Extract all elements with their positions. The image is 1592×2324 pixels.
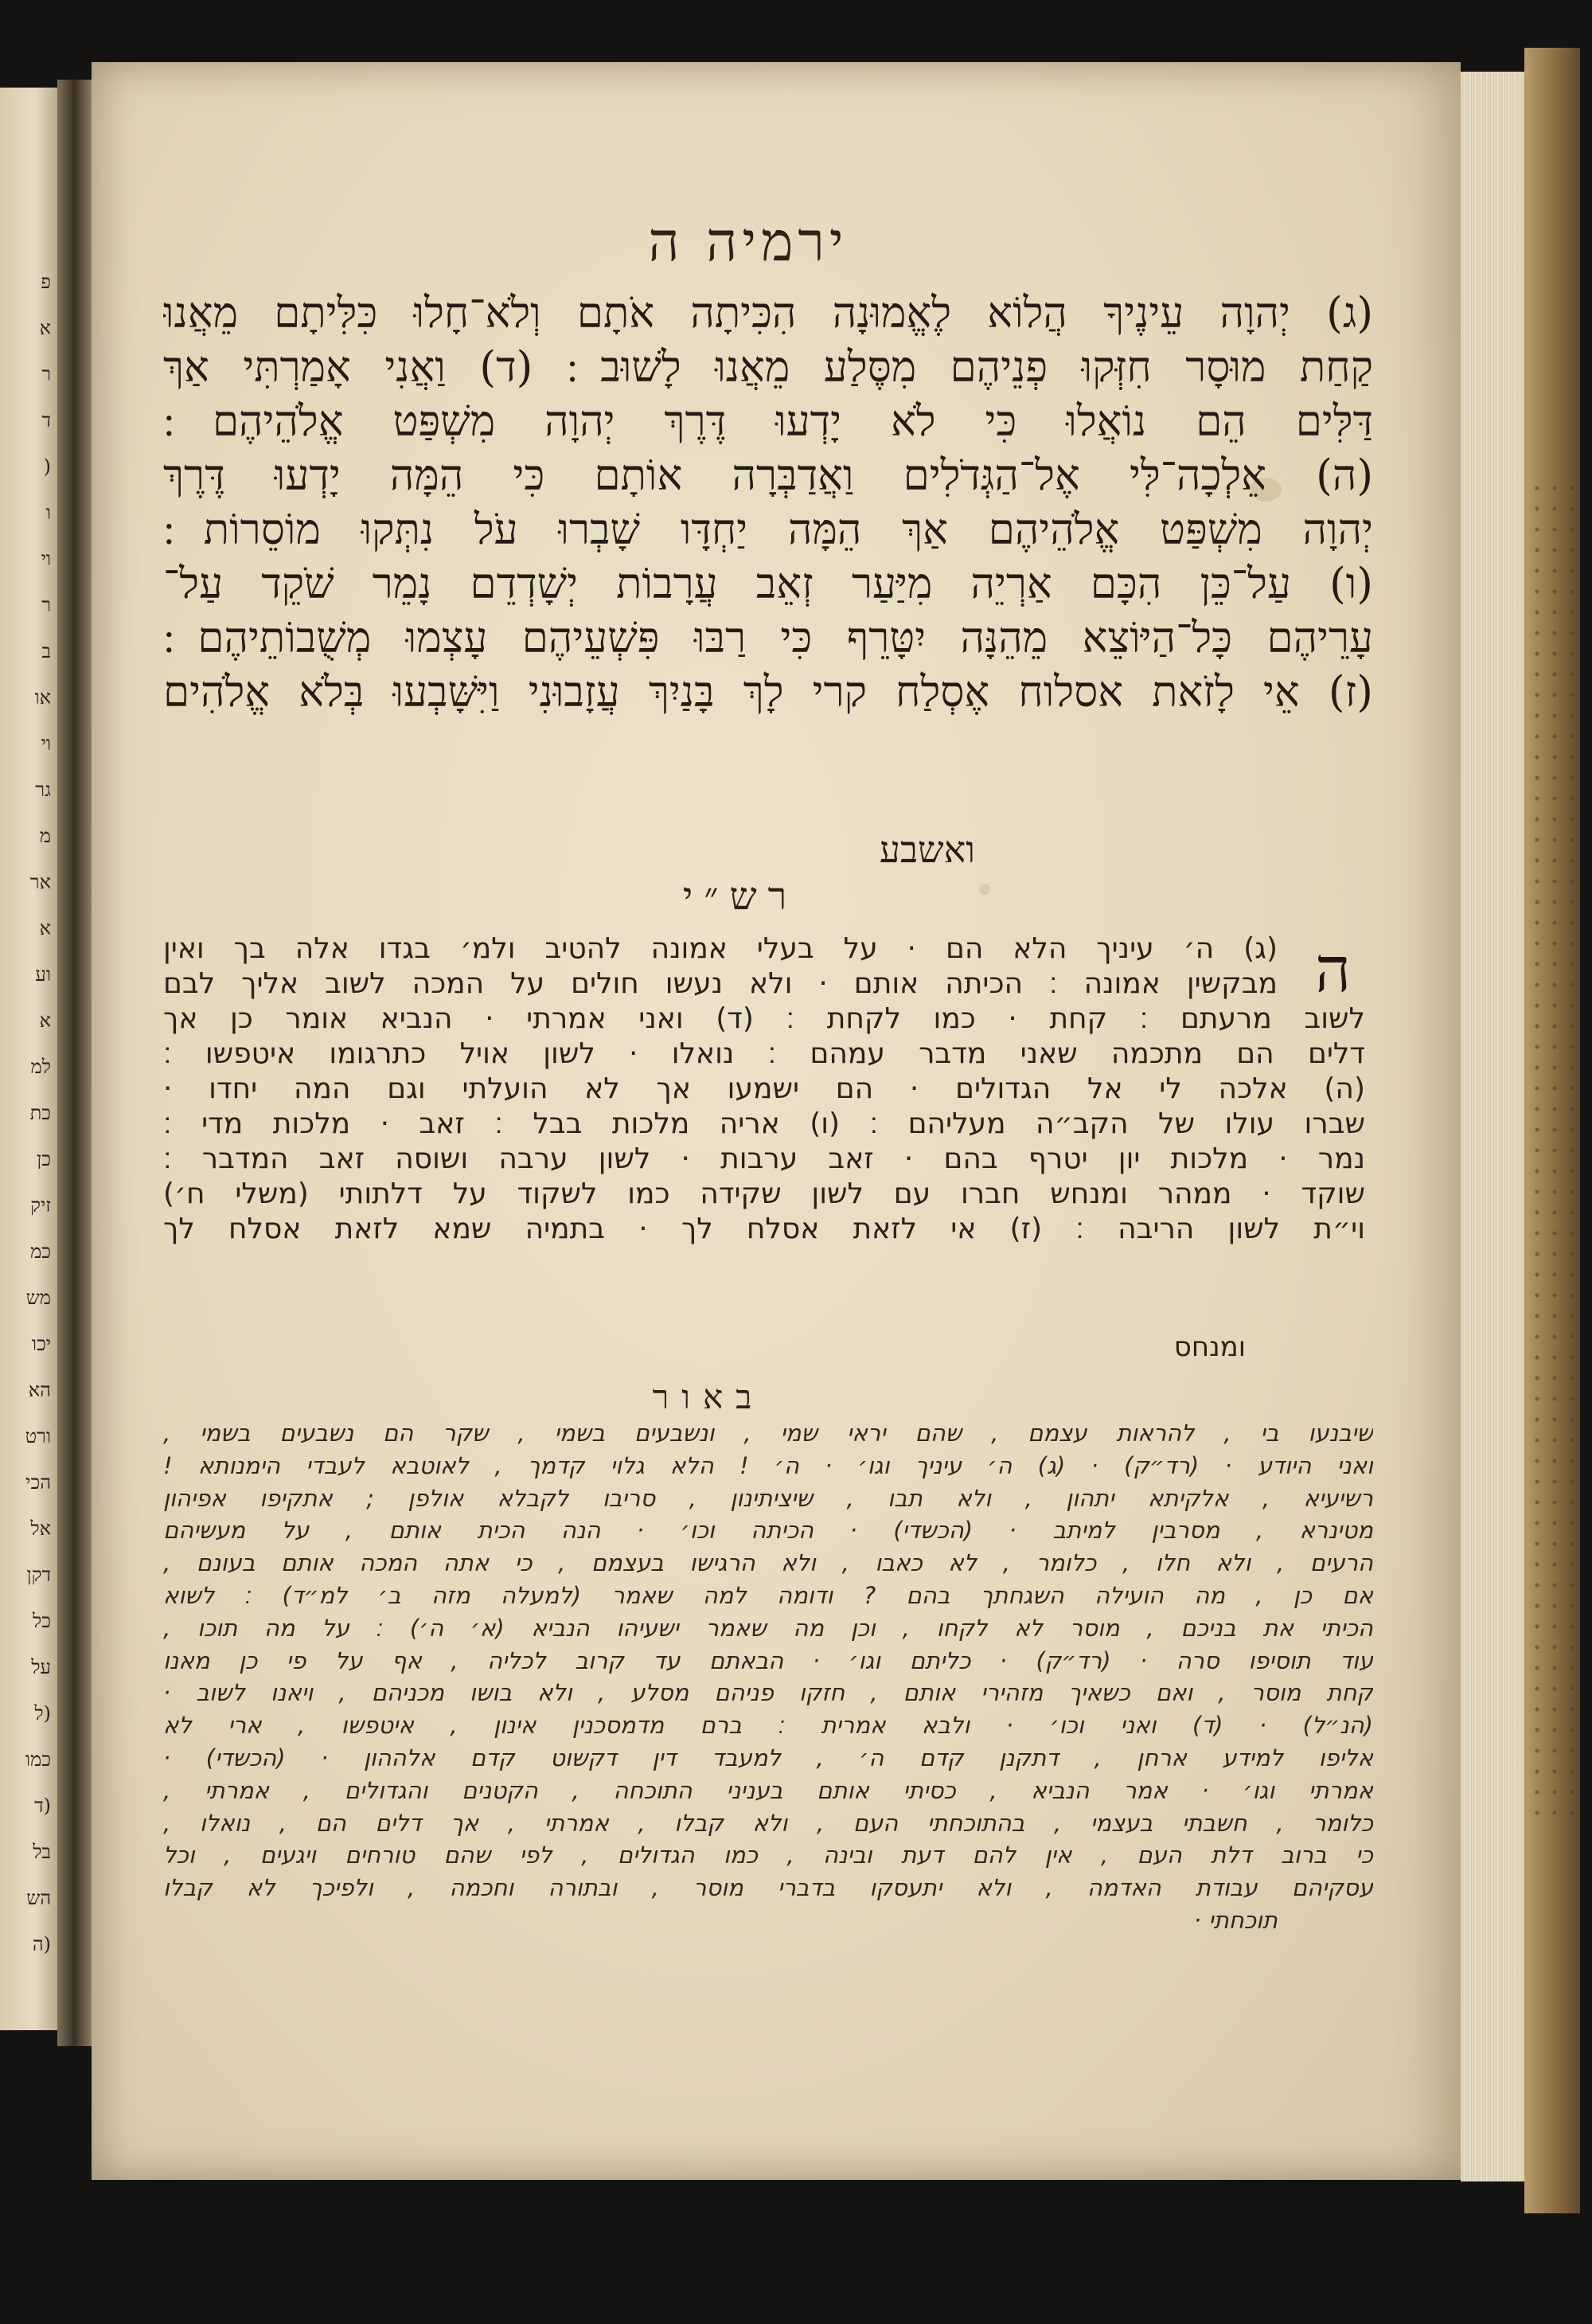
facing-page-fragment: כן xyxy=(37,1148,51,1170)
drop-letter: ה xyxy=(1315,935,1351,1006)
rashi-line: (ג) ה׳ עיניך הלא הם · על בעלי אמונה להטיב ולמ׳ בגדו אלה בך ואין xyxy=(163,932,1278,965)
biur-line: שיבנעו בי , להראות עצמם , שהם יראי שמי , ונשבעים בשמי , שקר הם נשבעים בשמי , xyxy=(163,1420,1373,1447)
scripture-text xyxy=(163,287,1373,720)
book-gutter xyxy=(57,80,96,2046)
facing-page-fragment: בל xyxy=(33,1841,51,1863)
verse-line: (ג) יְהוָה עֵינֶיךָ הֲלוֹא לֶאֱמוּנָה הִכִּיתָה אֹתָם וְלֹא־חָלוּ כִּלִּיתָם מֵאֲנוּ xyxy=(163,289,1373,338)
rashi-line: שברו עולו של הקב״ה מעליהם ׃ (ו) אריה מלכות בבל ׃ זאב · מלכות מדי ׃ xyxy=(163,1107,1365,1140)
facing-page-fragment: דקן xyxy=(26,1564,51,1586)
rashi-line: דלים הם מתכמה שאני מדבר עמהם ׃ נואלו · לשון אויל כתרגומו איטפשו ׃ xyxy=(163,1037,1365,1070)
biur-line: אליפו למידע ארחן , דתקנן קדם ה׳ , למעבד דין דקשוט קדם אלההון · (הכשדי) · xyxy=(163,1744,1373,1771)
facing-page-fragment: (ד xyxy=(34,1795,51,1817)
rashi-line: (ה) אלכה לי אל הגדולים · הם ישמעו אך לא הועלתי וגם המה יחדו · xyxy=(163,1072,1365,1105)
page-edges xyxy=(1461,72,1524,2181)
biur-line: עוד תוסיפו סרה · (רד״ק) · כליתם וגו׳ · הבאתם עד קרוב לכליה , אף על פי כן מאנו xyxy=(163,1646,1373,1674)
facing-page-fragment: הא xyxy=(28,1379,51,1401)
rashi-line: מבקשין אמונה ׃ הכיתה אותם · ולא נעשו חולים על המכה לשוב אליך לבם xyxy=(163,967,1278,1000)
biur-line: תוכחתי · xyxy=(1193,1906,1278,1934)
verse-catchword: ואשבע xyxy=(879,828,975,871)
verse-line: יְהוָה מִשְׁפַּט אֱלֹהֵיהֶם אַךְ הֵמָּה יַחְדָּו שָׁבְרוּ עֹל נִתְּקוּ מוֹסֵרוֹת ׃ xyxy=(163,506,1373,554)
biur-line: הרעים , ולא חלו , כלומר , לא כאבו , ולא הרגישו בעצמם , כי אתה המכה אותם בעונם , xyxy=(163,1549,1373,1577)
biur-line: קחת מוסר , ואם כשאיך מזהירי אותם , חזקו פניהם מסלע , ולא בושו מכניהם , ויאנו לשוב · xyxy=(163,1679,1373,1707)
facing-page-fragment: כמו xyxy=(25,1748,51,1771)
facing-page-fragment: פ xyxy=(41,271,51,293)
rashi-line: וי״ת לשון הריבה ׃ (ז) אי לזאת אסלח לך · בתמיה שמא לזאת אסלח לך xyxy=(163,1213,1365,1245)
facing-page-fragment: א xyxy=(39,917,51,939)
facing-page-fragment: ו xyxy=(45,502,51,524)
facing-page-fragment: הכי xyxy=(25,1471,51,1494)
facing-page-fragment: או xyxy=(34,686,51,709)
facing-page-fragment: אל xyxy=(30,1517,51,1540)
biur-line: הכיתי את בניכם , מוסר לא לקחו , וכן מה שאמר ישעיהו הנביא (א׳ ה׳) ׃ על מה תוכו , xyxy=(163,1614,1373,1642)
rashi-heading: רש״י xyxy=(682,874,798,919)
facing-page-fragment: א xyxy=(39,317,51,339)
facing-page-fragment: למ xyxy=(30,1056,51,1078)
facing-page-fragment: גר xyxy=(35,779,51,801)
facing-page-fragment: על xyxy=(31,1656,51,1678)
biur-commentary xyxy=(163,1417,1373,1937)
biur-line: ואני היודע · (רד״ק) · (ג) ה׳ עיניך וגו׳ · ה׳ ! הלא גלוי קדמך , לאוטבא לעבדי הימנותא ! xyxy=(163,1451,1373,1479)
facing-page-fragment: כת xyxy=(29,1102,51,1124)
facing-page-fragment: הש xyxy=(26,1887,51,1909)
facing-page-fragment: וע xyxy=(35,963,51,986)
rashi-commentary xyxy=(163,932,1365,1247)
facing-page-fragment: ר xyxy=(41,363,51,385)
cover-texture xyxy=(1528,478,1576,1831)
facing-page-fragment: (ל xyxy=(34,1702,51,1724)
facing-page-fragment: יכו xyxy=(31,1333,51,1355)
facing-page-fragment: ר xyxy=(41,594,51,616)
facing-page-fragment: וי xyxy=(41,732,51,755)
biur-heading: באור xyxy=(652,1377,765,1416)
verse-line: (ה) אֵלְכָה־לִּי אֶל־הַגְּדֹלִים וַאֲדַבְּרָה אוֹתָם כִּי הֵמָּה יָדְעוּ דֶּרֶךְ xyxy=(163,451,1373,500)
facing-page-fragment: מש xyxy=(25,1287,51,1309)
facing-page-fragment: כמ xyxy=(30,1240,51,1263)
facing-page-fragment: ד xyxy=(41,409,51,432)
biur-line: עסקיהם עבודת האדמה , ולא יתעסקו בדברי מוסר , ובתורה וחכמה , ולפיכך לא קבלו xyxy=(163,1874,1373,1902)
biur-line: (הנ״ל) · (ד) ואני וכו׳ · ולבא אמרית ׃ ברם מדמסכנין אינון , איטפשו , ארי לא xyxy=(163,1712,1373,1740)
verse-line: דַּלִּים הֵם נוֹאֲלוּ כִּי לֹא יָדְעוּ דֶּרֶךְ יְהוָה מִשְׁפַּט אֱלֹהֵיהֶם ׃ xyxy=(163,397,1373,446)
facing-page-edge xyxy=(0,88,57,2030)
rashi-line: שוקד · ממהר ומנחש חברו עם לשון שקידה כמו לשקוד על דלתותי (משלי ח׳) xyxy=(163,1178,1365,1210)
facing-page-fragment: כל xyxy=(33,1610,51,1632)
biur-line: מטינרא , מסרבין למיתב · (הכשדי) · הכיתה וכו׳ · הנה הכית אותם , על מעשיהם xyxy=(163,1517,1373,1545)
biur-line: כלומר , חשבתי בעצמי , בהתוכחתי העם , ולא קבלו , אמרתי , אך דלים הם , נואלו , xyxy=(163,1809,1373,1837)
facing-page-fragment: ( xyxy=(43,455,51,478)
biur-line: אמרתי וגו׳ · אמר הנביא , כסיתי אותם בעניני התוכחה , הקטנים והגדולים , אמרתי , xyxy=(163,1776,1373,1804)
verse-line: עָרֵיהֶם כָּל־הַיּוֹצֵא מֵהֵנָּה יִטָּרֵף כִּי רַבּוּ פִּשְׁעֵיהֶם עָצְמוּ מְשֻׁבוֹתֵיהֶם ׃ xyxy=(163,614,1373,662)
facing-page-fragment: ורט xyxy=(25,1425,51,1447)
biur-line: אם כן , מה הועילה השגחתך בהם ? ודומה למה שאמר (למעלה מזה ב׳ למ״ד) ׃ לשוא xyxy=(163,1581,1373,1609)
rashi-line: לשוב מרעתם ׃ קחת · כמו לקחת ׃ (ד) ואני אמרתי · הנביא אומר כן אך xyxy=(163,1002,1365,1035)
facing-page-fragment: זיק xyxy=(30,1194,51,1217)
facing-page-fragment: מ xyxy=(39,825,51,847)
facing-page-fragment: אר xyxy=(29,871,51,893)
verse-line: (ז) אֵי לָזֹאת אסלוח אֶסְלַח קרי לָךְ בָּנַיִךְ עֲזָבוּנִי וַיִּשָּׁבְעוּ בְּלֹא אֱלֹהִים xyxy=(163,668,1373,717)
running-header: ירמיה ה xyxy=(648,211,849,274)
verse-line: קַחַת מוּסָר חִזְּקוּ פְנֵיהֶם מִסֶּלַע מֵאֲנוּ לָשׁוּב ׃ (ד) וַאֲנִי אָמַרְתִּי אַךְ xyxy=(163,343,1373,392)
facing-page-fragment: ב xyxy=(41,640,51,662)
biur-line: כי ברוב דלת העם , אין להם דעת ובינה , כמו הגדולים , לפי שהם טורחים ויגעים , וכל xyxy=(163,1842,1373,1869)
facing-page-fragment: (ה xyxy=(32,1933,51,1955)
verse-line: (ו) עַל־כֵּן הִכָּם אַרְיֵה מִיַּעַר זְאֵב עֲרָבוֹת יְשָׁדְדֵם נָמֵר שֹׁקֵד עַל־ xyxy=(163,560,1373,608)
rashi-line: נמר · מלכות יון יטרף בהם · זאב ערבות · לשון ערבה ושוסה זאב המדבר ׃ xyxy=(163,1142,1365,1175)
facing-page-fragment: וי xyxy=(41,548,51,570)
facing-page-fragment: א xyxy=(39,1010,51,1032)
biur-line: רשיעיא , אלקיתא יתהון , ולא תבו , שיציתינון , סריבו לקבלא אולפן ; אתקיפו אפיהון xyxy=(163,1484,1373,1512)
rashi-catchword: ומנחס xyxy=(1173,1331,1246,1363)
